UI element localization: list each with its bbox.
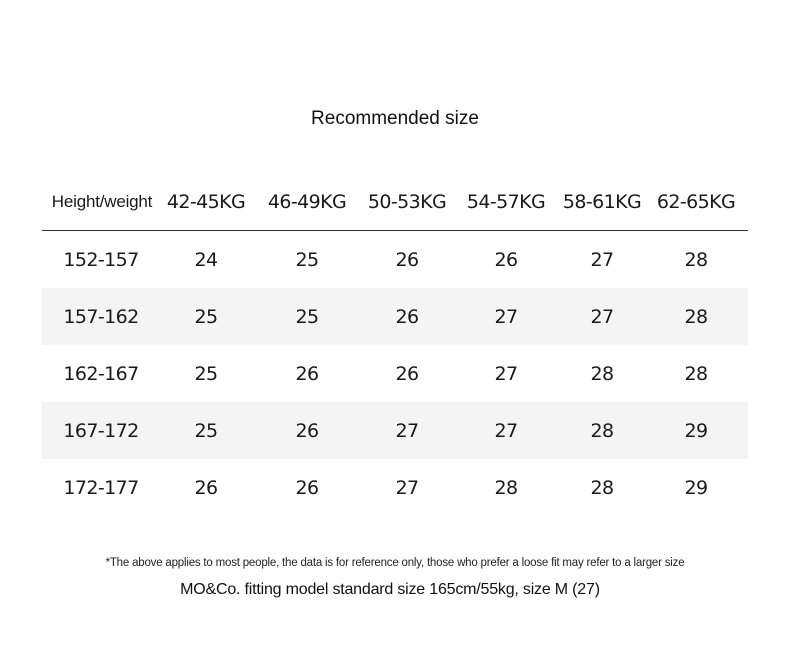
- size-cell: 27: [494, 305, 518, 328]
- table-row: [42, 288, 748, 345]
- height-range-cell: 152-157: [63, 248, 139, 271]
- weight-column-header: 42-45KG: [166, 191, 246, 213]
- weight-column-header: 58-61KG: [562, 191, 642, 213]
- weight-column-header: 46-49KG: [267, 191, 347, 213]
- size-cell: 27: [395, 476, 419, 499]
- table-header-row: [42, 174, 748, 231]
- disclaimer-footnote: *The above applies to most people, the data is for reference only, those who prefer a loose fit may refer to a larger size: [105, 557, 685, 569]
- size-cell: 28: [590, 476, 614, 499]
- table-row: [42, 402, 748, 459]
- height-range-cell: 157-162: [63, 305, 139, 328]
- size-cell: 27: [590, 248, 614, 271]
- size-cell: 28: [590, 362, 614, 385]
- size-cell: 25: [194, 305, 218, 328]
- size-cell: 26: [395, 362, 419, 385]
- size-cell: 26: [194, 476, 218, 499]
- size-cell: 26: [295, 362, 319, 385]
- table-row: [42, 459, 748, 516]
- height-range-cell: 172-177: [63, 476, 139, 499]
- height-range-cell: 167-172: [63, 419, 139, 442]
- size-cell: 26: [395, 305, 419, 328]
- size-cell: 27: [494, 362, 518, 385]
- weight-column-header: 62-65KG: [656, 191, 736, 213]
- size-cell: 26: [295, 476, 319, 499]
- size-table: [42, 174, 748, 516]
- size-cell: 25: [295, 305, 319, 328]
- table-row: [42, 345, 748, 402]
- size-cell: 28: [590, 419, 614, 442]
- size-cell: 28: [494, 476, 518, 499]
- size-cell: 25: [194, 362, 218, 385]
- fitting-model-note: MO&Co. fitting model standard size 165cm/55kg, size M (27): [180, 581, 600, 598]
- size-cell: 24: [194, 248, 218, 271]
- height-range-cell: 162-167: [63, 362, 139, 385]
- table-row: [42, 231, 748, 288]
- chart-title: Recommended size: [311, 108, 479, 129]
- weight-column-header: 54-57KG: [466, 191, 546, 213]
- size-cell: 28: [684, 305, 708, 328]
- size-cell: 27: [494, 419, 518, 442]
- size-cell: 25: [295, 248, 319, 271]
- weight-column-header: 50-53KG: [367, 191, 447, 213]
- size-cell: 26: [494, 248, 518, 271]
- size-cell: 27: [395, 419, 419, 442]
- size-cell: 29: [684, 419, 708, 442]
- size-cell: 26: [295, 419, 319, 442]
- size-cell: 29: [684, 476, 708, 499]
- size-cell: 28: [684, 362, 708, 385]
- size-cell: 26: [395, 248, 419, 271]
- size-cell: 25: [194, 419, 218, 442]
- corner-label: Height/weight: [51, 192, 153, 211]
- size-cell: 27: [590, 305, 614, 328]
- size-cell: 28: [684, 248, 708, 271]
